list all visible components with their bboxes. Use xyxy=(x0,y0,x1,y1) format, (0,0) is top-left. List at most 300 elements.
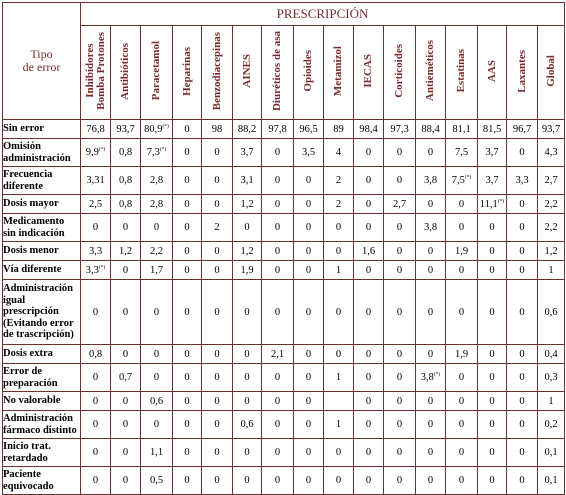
cell-value: 0 xyxy=(396,175,403,186)
table-cell xyxy=(202,439,233,467)
table-cell xyxy=(507,345,538,364)
cell-value: 0 xyxy=(427,245,434,257)
table-row xyxy=(3,167,565,195)
cell-value: 0 xyxy=(458,372,465,383)
column-header-label xyxy=(242,54,253,88)
table-row xyxy=(3,411,565,439)
cell-value: 0 xyxy=(396,419,403,430)
table-cell xyxy=(507,392,538,411)
error-type-label xyxy=(3,411,81,439)
cell-value: 0 xyxy=(396,395,403,407)
cell-value: 88,4 xyxy=(421,123,440,135)
column-header-label xyxy=(487,60,498,82)
cell-value: 0,1 xyxy=(544,475,558,486)
column-header-line: Estatinas xyxy=(455,49,467,93)
column-header-line: Benzodiacepinas xyxy=(210,31,223,111)
error-type-label xyxy=(3,280,81,345)
table-cell xyxy=(538,139,565,167)
table-cell xyxy=(141,439,173,467)
cell-value: 0 xyxy=(122,348,129,360)
cell-value: 93,7 xyxy=(116,123,135,135)
table-cell xyxy=(233,364,262,392)
cell-value: 0 xyxy=(458,475,465,486)
cell-value: 0 xyxy=(274,475,281,486)
table-cell xyxy=(173,214,202,242)
column-header-line: Paracetamol xyxy=(150,41,162,101)
cell-value: 0 xyxy=(305,245,312,257)
cell-value: 0 xyxy=(184,147,190,158)
significance-mark: (*) xyxy=(497,198,505,204)
cell-value: 0 xyxy=(122,306,129,318)
column-header xyxy=(324,26,354,120)
error-type-label xyxy=(3,214,81,242)
cell-value: 0 xyxy=(365,198,372,210)
column-header-line: Global xyxy=(544,55,557,87)
column-header-line: Laxantes xyxy=(515,49,528,93)
table-cell xyxy=(81,242,111,261)
table-cell xyxy=(173,439,202,467)
cell-value: 0 xyxy=(427,348,434,360)
column-header xyxy=(446,26,478,120)
cell-value: 0 xyxy=(458,395,465,407)
cell-value: 0 xyxy=(427,147,434,158)
error-type-line: diferente xyxy=(3,180,44,192)
table-cell xyxy=(354,364,384,392)
table-cell xyxy=(262,195,294,214)
table-cell xyxy=(233,261,262,280)
column-header xyxy=(202,26,233,120)
column-header xyxy=(538,26,565,120)
table-row xyxy=(3,214,565,242)
table-cell xyxy=(202,214,233,242)
table-cell xyxy=(538,195,565,214)
table-cell xyxy=(141,214,173,242)
table-cell xyxy=(202,345,233,364)
table-cell xyxy=(446,364,478,392)
table-cell xyxy=(81,411,111,439)
cell-value: 0 xyxy=(335,348,342,360)
cell-value: 0 xyxy=(365,147,372,158)
cell-value: 0 xyxy=(274,147,281,158)
cell-value: 0,8 xyxy=(118,147,133,158)
table-cell xyxy=(324,280,354,345)
table-cell xyxy=(478,261,507,280)
table-cell xyxy=(384,120,416,139)
table-cell xyxy=(141,467,173,495)
table-cell xyxy=(233,345,262,364)
table-cell xyxy=(262,392,294,411)
cell-value: 4 xyxy=(335,147,342,158)
table-cell xyxy=(202,120,233,139)
cell-value: 0 xyxy=(519,395,525,407)
table-cell xyxy=(384,467,416,495)
cell-value: 1,9 xyxy=(240,264,254,276)
cell-value: 0 xyxy=(365,447,372,458)
table-cell xyxy=(202,242,233,261)
cell-value: 0 xyxy=(519,198,525,210)
cell-value: 0 xyxy=(122,264,129,276)
cell-value: 0 xyxy=(214,264,220,276)
error-type-line: preparación xyxy=(3,377,58,389)
cell-value: 1 xyxy=(548,395,554,407)
cell-value: 0 xyxy=(305,395,312,407)
cell-value: 0 xyxy=(184,264,190,276)
column-header-label xyxy=(182,47,193,96)
cell-value: 0 xyxy=(458,306,465,318)
table-cell xyxy=(262,439,294,467)
cell-value: 0 xyxy=(519,222,525,233)
cell-value: 0 xyxy=(214,175,220,186)
cell-value: 0 xyxy=(427,419,434,430)
cell-value: 0 xyxy=(489,447,495,458)
table-cell xyxy=(141,242,173,261)
table-cell xyxy=(507,411,538,439)
significance-mark: (*) xyxy=(98,264,106,270)
cell-value: 11,1 xyxy=(479,198,498,210)
cell-value: 0 xyxy=(214,475,220,486)
cell-value: 0 xyxy=(274,175,281,186)
table-cell xyxy=(478,280,507,345)
cell-value: 0 xyxy=(244,447,250,458)
significance-mark: (*) xyxy=(433,371,441,378)
cell-value: 0 xyxy=(92,395,99,407)
table-cell xyxy=(173,364,202,392)
cell-value: 0 xyxy=(335,306,342,318)
cell-value: 0 xyxy=(274,419,281,430)
cell-value: 0 xyxy=(305,306,312,318)
table-cell xyxy=(507,120,538,139)
table-cell xyxy=(446,139,478,167)
table-cell xyxy=(538,280,565,345)
table-cell xyxy=(446,345,478,364)
table-cell xyxy=(478,139,507,167)
cell-value: 1,9 xyxy=(454,348,469,360)
table-cell xyxy=(262,120,294,139)
cell-value: 0 xyxy=(519,306,525,318)
cell-value: 0 xyxy=(305,198,312,210)
table-cell xyxy=(294,214,324,242)
table-cell xyxy=(384,261,416,280)
error-type-line: sin indicación xyxy=(3,227,65,239)
cell-value: 0 xyxy=(184,198,190,210)
cell-value: 0 xyxy=(274,447,281,458)
table-cell xyxy=(446,439,478,467)
table-cell xyxy=(202,467,233,495)
cell-value: 0 xyxy=(153,419,160,430)
row-header-line-2: de error xyxy=(22,60,61,74)
table-cell xyxy=(81,364,111,392)
error-type-line: No valorable xyxy=(3,395,61,407)
cell-value: 0 xyxy=(305,475,312,486)
table-cell xyxy=(507,139,538,167)
column-header xyxy=(262,26,294,120)
table-cell xyxy=(507,261,538,280)
table-cell xyxy=(141,139,173,167)
cell-value: 0 xyxy=(122,395,129,407)
cell-value: 0,1 xyxy=(544,447,558,458)
cell-value: 96,7 xyxy=(512,123,532,135)
cell-value: 0 xyxy=(519,419,525,430)
cell-value: 2,2 xyxy=(544,198,558,210)
table-cell xyxy=(416,411,446,439)
table-cell xyxy=(262,139,294,167)
table-cell xyxy=(478,214,507,242)
cell-value: 0 xyxy=(274,198,281,210)
cell-value: 0 xyxy=(184,372,190,383)
cell-value: 0 xyxy=(335,222,342,233)
column-header-line: Antieméticos xyxy=(424,40,436,102)
drug-header-row xyxy=(3,26,565,120)
cell-value: 0 xyxy=(427,475,434,486)
table-cell xyxy=(202,167,233,195)
table-cell xyxy=(354,467,384,495)
cell-value: 2,2 xyxy=(149,245,164,257)
cell-value: 0 xyxy=(365,475,372,486)
cell-value: 0 xyxy=(489,475,495,486)
table-cell xyxy=(202,195,233,214)
cell-value: 0 xyxy=(305,264,312,276)
table-cell xyxy=(354,167,384,195)
table-cell xyxy=(507,280,538,345)
table-cell xyxy=(507,242,538,261)
cell-value: 0 xyxy=(365,175,372,186)
table-cell xyxy=(111,467,141,495)
cell-value: 89 xyxy=(333,123,344,135)
table-row xyxy=(3,392,565,411)
cell-value: 0 xyxy=(92,222,99,233)
cell-value: 0,2 xyxy=(544,419,558,430)
cell-value: 0 xyxy=(427,264,434,276)
cell-value: 3,8 xyxy=(423,175,438,186)
cell-value: 0 xyxy=(427,198,434,210)
column-header-line: Bomba Protones xyxy=(94,32,107,110)
cell-value: 2,1 xyxy=(270,348,285,360)
column-header-label xyxy=(120,43,131,100)
cell-value: 3,1 xyxy=(240,175,254,186)
table-cell xyxy=(111,345,141,364)
cell-value: 0 xyxy=(214,306,220,318)
cell-value: 0 xyxy=(458,264,465,276)
cell-value: 0,5 xyxy=(149,475,164,486)
error-type-line: Vía diferente xyxy=(3,264,62,276)
table-cell xyxy=(81,261,111,280)
table-cell xyxy=(141,345,173,364)
table-cell xyxy=(446,195,478,214)
cell-value: 0 xyxy=(153,372,160,383)
table-title: PRESCRIPCIÓN xyxy=(81,3,565,26)
error-type-line: fármaco distinto xyxy=(3,424,77,436)
table-cell xyxy=(202,392,233,411)
table-cell xyxy=(538,411,565,439)
table-cell xyxy=(324,120,354,139)
table-cell xyxy=(202,139,233,167)
table-cell xyxy=(294,392,324,411)
table-cell xyxy=(478,411,507,439)
cell-value: 1 xyxy=(335,264,342,276)
table-cell xyxy=(111,120,141,139)
table-cell xyxy=(538,364,565,392)
table-cell xyxy=(81,439,111,467)
table-cell xyxy=(324,439,354,467)
column-header-label xyxy=(303,50,314,92)
table-cell xyxy=(202,411,233,439)
table-cell xyxy=(141,195,173,214)
table-cell xyxy=(111,139,141,167)
column-header-label xyxy=(546,55,557,87)
table-cell xyxy=(262,467,294,495)
cell-value: 0,8 xyxy=(88,348,103,360)
table-cell xyxy=(507,439,538,467)
cell-value: 0 xyxy=(184,447,190,458)
table-cell xyxy=(111,167,141,195)
table-cell xyxy=(416,467,446,495)
column-header-label xyxy=(394,44,405,98)
table-row xyxy=(3,364,565,392)
error-type-line: Sin error xyxy=(3,123,44,135)
table-cell xyxy=(202,261,233,280)
cell-value: 0 xyxy=(244,372,250,383)
cell-value: 93,7 xyxy=(541,123,561,135)
column-header xyxy=(416,26,446,120)
table-cell xyxy=(141,167,173,195)
table-cell xyxy=(111,195,141,214)
cell-value: 1 xyxy=(335,419,342,430)
table-cell xyxy=(111,439,141,467)
cell-value: 0 xyxy=(519,447,525,458)
error-type-line: Medicamento xyxy=(3,216,65,227)
table-cell xyxy=(81,345,111,364)
table-cell xyxy=(446,280,478,345)
cell-value: 7,5 xyxy=(451,175,465,186)
cell-value: 0 xyxy=(214,372,220,383)
table-cell xyxy=(446,242,478,261)
table-cell xyxy=(446,167,478,195)
table-cell xyxy=(384,345,416,364)
cell-value: 0 xyxy=(365,348,372,360)
error-type-label xyxy=(3,467,81,495)
table-cell xyxy=(416,280,446,345)
table-cell xyxy=(202,364,233,392)
table-cell xyxy=(354,261,384,280)
table-cell xyxy=(173,280,202,345)
cell-value: 0 xyxy=(244,395,250,407)
cell-value: 3,3 xyxy=(515,175,529,186)
cell-value: 0,6 xyxy=(544,306,558,318)
cell-value: 0 xyxy=(396,306,403,318)
table-cell xyxy=(384,214,416,242)
cell-value: 0 xyxy=(489,264,495,276)
significance-mark: (*) xyxy=(159,146,167,153)
error-type-label xyxy=(3,195,81,214)
cell-value: 98 xyxy=(211,123,223,135)
table-cell xyxy=(294,261,324,280)
table-cell xyxy=(141,120,173,139)
cell-value: 0 xyxy=(519,372,525,383)
cell-value: 0 xyxy=(244,222,250,233)
cell-value: 0 xyxy=(365,222,372,233)
cell-value: 1 xyxy=(548,264,554,276)
cell-value: 0 xyxy=(396,245,403,257)
column-header-label xyxy=(425,40,436,101)
cell-value: 0 xyxy=(244,306,250,318)
cell-value: 0 xyxy=(122,475,129,486)
table-cell xyxy=(538,467,565,495)
table-row xyxy=(3,139,565,167)
table-row xyxy=(3,345,565,364)
cell-value: 0 xyxy=(489,306,495,318)
cell-value: 0 xyxy=(305,348,312,360)
table-cell xyxy=(111,280,141,345)
cell-value: 3,8 xyxy=(420,372,434,383)
cell-value: 0 xyxy=(184,306,190,318)
column-header-label xyxy=(363,54,374,88)
error-type-line: Dosis extra xyxy=(3,348,53,360)
table-cell xyxy=(416,242,446,261)
error-type-label xyxy=(3,167,81,195)
table-body xyxy=(3,120,565,495)
table-cell xyxy=(384,392,416,411)
table-cell xyxy=(233,120,262,139)
column-header xyxy=(478,26,507,120)
cell-value: 0 xyxy=(184,222,190,233)
error-type-line: (Evitando error xyxy=(3,317,74,329)
error-type-label xyxy=(3,242,81,261)
cell-value: 2,7 xyxy=(392,198,407,210)
table-cell xyxy=(233,214,262,242)
table-cell xyxy=(173,120,202,139)
table-cell xyxy=(233,195,262,214)
cell-value: 0 xyxy=(184,419,190,430)
table-row xyxy=(3,120,565,139)
cell-value: 0,8 xyxy=(118,198,133,210)
table-cell xyxy=(354,411,384,439)
cell-value: 0 xyxy=(184,245,190,257)
cell-value: 3,31 xyxy=(86,175,105,186)
cell-value: 0 xyxy=(214,245,220,257)
table-cell xyxy=(538,392,565,411)
table-cell xyxy=(233,167,262,195)
cell-value: 0 xyxy=(519,245,525,257)
cell-value: 0 xyxy=(365,419,372,430)
cell-value: 0 xyxy=(335,245,342,257)
table-cell xyxy=(416,214,446,242)
table-cell xyxy=(141,364,173,392)
table-cell xyxy=(354,392,384,411)
table-cell xyxy=(111,261,141,280)
table-cell xyxy=(354,139,384,167)
row-header-line-1: Tipo xyxy=(30,47,53,61)
row-header-label xyxy=(3,3,81,120)
cell-value: 0 xyxy=(396,222,403,233)
cell-value: 0 xyxy=(305,175,312,186)
table-cell xyxy=(81,120,111,139)
table-cell xyxy=(354,195,384,214)
table-cell xyxy=(354,120,384,139)
table-cell xyxy=(478,195,507,214)
cell-value: 0 xyxy=(396,475,403,486)
table-cell xyxy=(294,411,324,439)
table-cell xyxy=(416,120,446,139)
table-cell xyxy=(173,411,202,439)
cell-value: 1,1 xyxy=(149,447,164,458)
error-type-label xyxy=(3,364,81,392)
cell-value: 3,7 xyxy=(485,147,499,158)
column-header xyxy=(233,26,262,120)
cell-value: 0 xyxy=(396,348,403,360)
table-cell xyxy=(324,261,354,280)
cell-value: 2,7 xyxy=(544,175,558,186)
column-header-line: IECAS xyxy=(362,54,374,88)
